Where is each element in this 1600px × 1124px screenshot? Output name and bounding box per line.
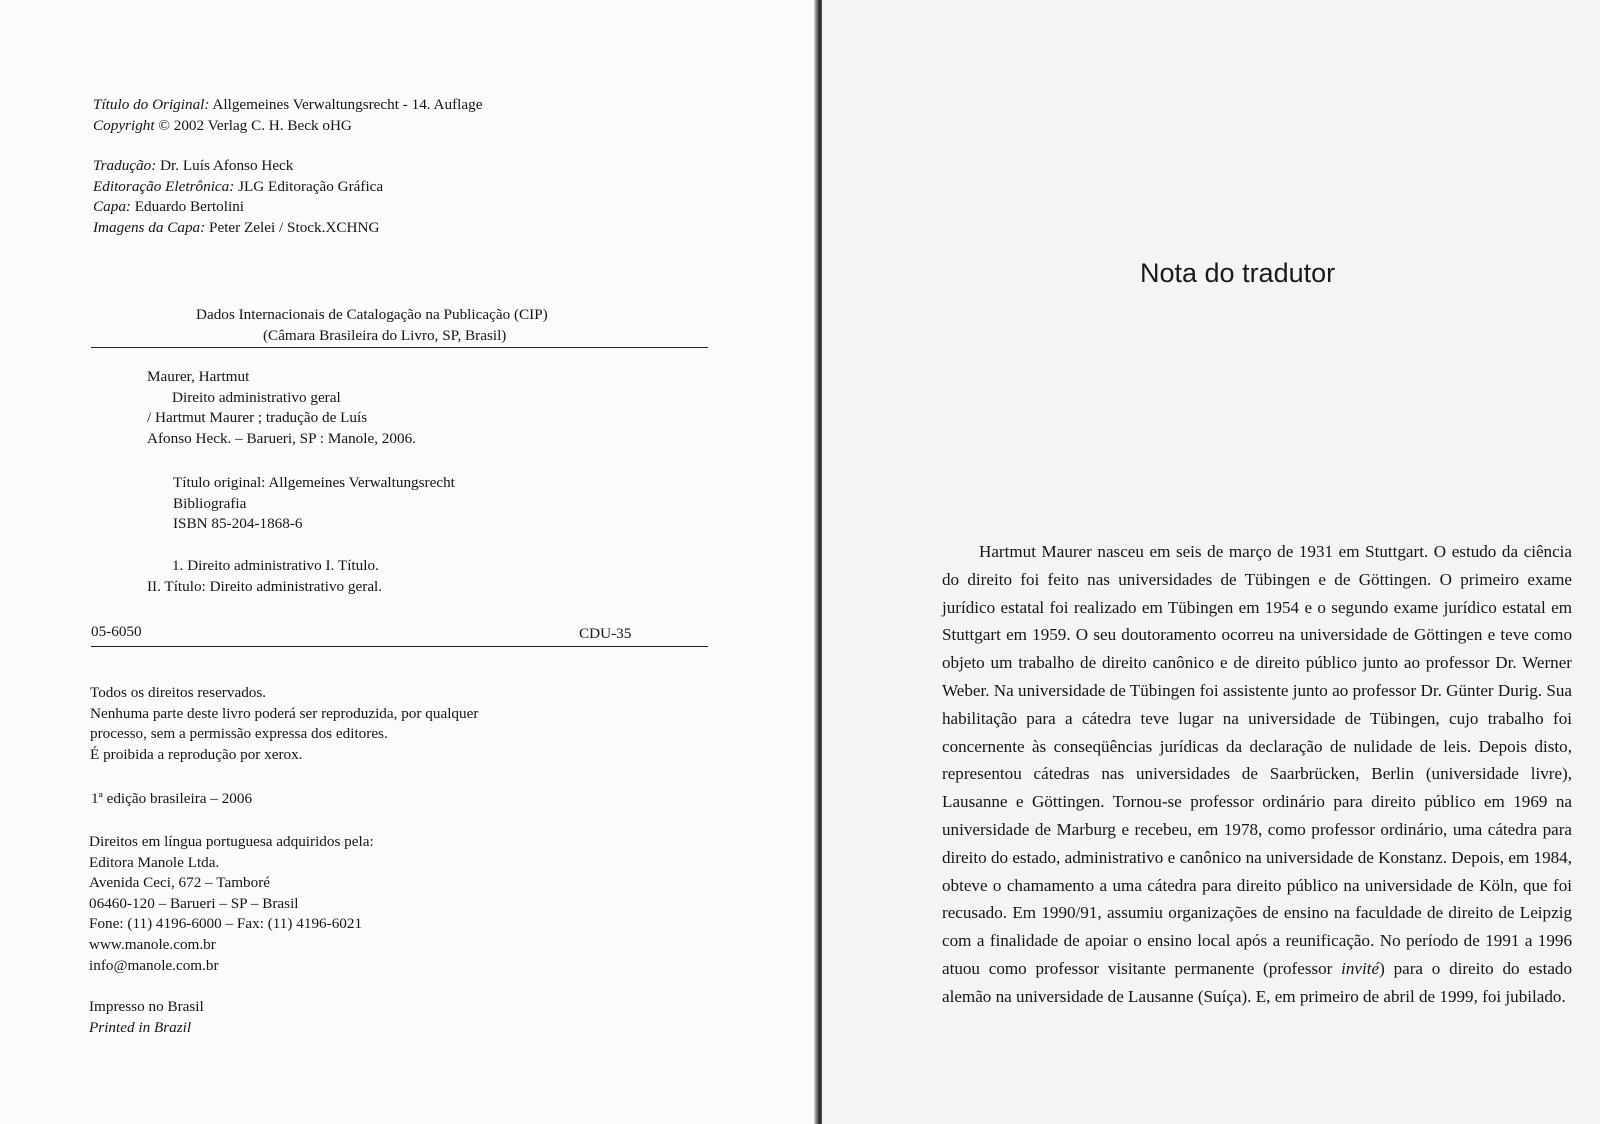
publisher-line: www.manole.com.br — [89, 935, 216, 953]
cip-note: Bibliografia — [173, 494, 247, 512]
cip-header — [196, 305, 548, 346]
publisher-info — [89, 832, 374, 976]
cip-subjects — [147, 556, 382, 597]
cip-bottom-rule — [91, 646, 708, 647]
original-credits — [93, 95, 482, 136]
translator-note-body — [942, 538, 1572, 1011]
paragraph-italic: invité — [1341, 958, 1380, 978]
printed-en: Printed in Brazil — [89, 1018, 192, 1036]
credit-label: Tradução: — [93, 157, 157, 174]
cip-note: Título original: Allgemeines Verwaltungsrecht — [173, 474, 455, 491]
publisher-line: info@manole.com.br — [89, 956, 219, 974]
cip-subject: II. Título: Direito administrativo geral. — [147, 577, 383, 595]
credit-label: Título do Original: — [93, 96, 210, 113]
cip-subject: 1. Direito administrativo I. Título. — [172, 557, 379, 574]
cip-description-line: Afonso Heck. – Barueri, SP : Manole, 2006. — [147, 429, 416, 447]
publisher-line: Editora Manole Ltda. — [89, 853, 220, 871]
production-credits — [93, 156, 383, 238]
credit-label: Capa: — [93, 198, 131, 216]
rights-line: Nenhuma parte deste livro poderá ser reproduzida, por qualquer — [90, 704, 479, 722]
credit-label: Editoração Eletrônica: — [93, 177, 235, 195]
cip-notes — [173, 473, 455, 535]
chapter-title: Nota do tradutor — [1140, 258, 1336, 288]
cip-header-line: Dados Internacionais de Catalogação na Publicação (CIP) — [196, 306, 548, 323]
credit-value: Dr. Luís Afonso Heck — [156, 157, 294, 174]
cip-description-line: / Hartmut Maurer ; tradução de Luís — [147, 409, 368, 427]
catalog-number: 05-6050 — [91, 623, 142, 640]
publisher-line: Direitos em língua portuguesa adquiridos pela: — [89, 833, 374, 850]
cip-top-rule — [91, 347, 708, 348]
cip-description-line: Direito administrativo geral — [172, 388, 341, 406]
rights-line: É proibida a reprodução por xerox. — [90, 745, 303, 763]
edition-line: 1ª edição brasileira – 2006 — [91, 790, 253, 807]
paragraph-end: ) para o direito do estado alemão na universidade de Lausanne (Suíça). E, em primeiro de abril de 1999, foi jubilado. — [942, 958, 1572, 1006]
cip-author: Maurer, Hartmut — [147, 368, 250, 385]
credit-value: Peter Zelei / Stock.XCHNG — [205, 218, 380, 236]
credit-label: Copyright — [93, 116, 155, 134]
cip-record — [147, 367, 416, 449]
printed-pt: Impresso no Brasil — [89, 998, 204, 1015]
rights-line: Todos os direitos reservados. — [90, 684, 267, 701]
cip-note: ISBN 85-204-1868-6 — [173, 515, 303, 533]
rights-line: processo, sem a permissão expressa dos editores. — [90, 725, 388, 743]
paragraph-text: Hartmut Maurer nasceu em seis de março de 1931 em Stuttgart. O estudo da ciência do direito foi feito nas universidades de Tübingen e de Göttingen. O primeiro exame jurídico estatal foi realizado em Tübingen em 1954 e o segundo exame jurídico estatal em Stuttgart em 1959. O seu doutoramento ocorreu na universidade de Göttingen e teve como objeto um trabalho de direito canônico e de direito público junto ao professor Dr. Werner Weber. Na universidade de Tübingen foi assistente junto ao professor Dr. Günter Durig. Sua habilitação para a cátedra teve lugar na universidade de Tübingen, cujo trabalho foi concernente às conseqüências jurídicas da declaração de nulidade de leis. Depois disto, representou cátedras nas universidades de Saarbrücken, Berlin (universidade livre), Lausanne e Göttingen. Tornou-se professor ordinário para direito público em 1969 na universidade de Marburg e recebeu, em 1978, como professor ordinário, uma cátedra para direito do estado, administrativo e canônico na universidade de Konstanz. Depois, em 1984, obteve o chamamento a uma cátedra para direito público na universidade de Köln, que foi recusado. Em 1990/91, assumiu organizações de ensino na faculdade de direito de Leipzig com a finalidade de apoiar o ensino local após a reunificação. No período de 1991 a 1996 atuou como professor visitante permanente (professor — [942, 542, 1572, 978]
credit-value: Eduardo Bertolini — [130, 198, 245, 216]
cdu-code: CDU-35 — [579, 625, 632, 642]
publisher-line: 06460-120 – Barueri – SP – Brasil — [89, 894, 299, 912]
publisher-line: Avenida Ceci, 672 – Tamboré — [89, 874, 270, 892]
credit-value: © 2002 Verlag C. H. Beck oHG — [154, 116, 352, 134]
body-paragraph — [942, 538, 1572, 1011]
cip-header-line: (Câmara Brasileira do Livro, SP, Brasil) — [263, 326, 507, 344]
rights-notice — [90, 683, 478, 765]
credit-value: JLG Editoração Gráfica — [234, 177, 384, 195]
credit-label: Imagens da Capa: — [93, 218, 206, 236]
printed-notice — [89, 997, 204, 1038]
publisher-line: Fone: (11) 4196-6000 – Fax: (11) 4196-6021 — [89, 915, 363, 933]
credit-value: Allgemeines Verwaltungsrecht - 14. Auflage — [209, 96, 483, 113]
